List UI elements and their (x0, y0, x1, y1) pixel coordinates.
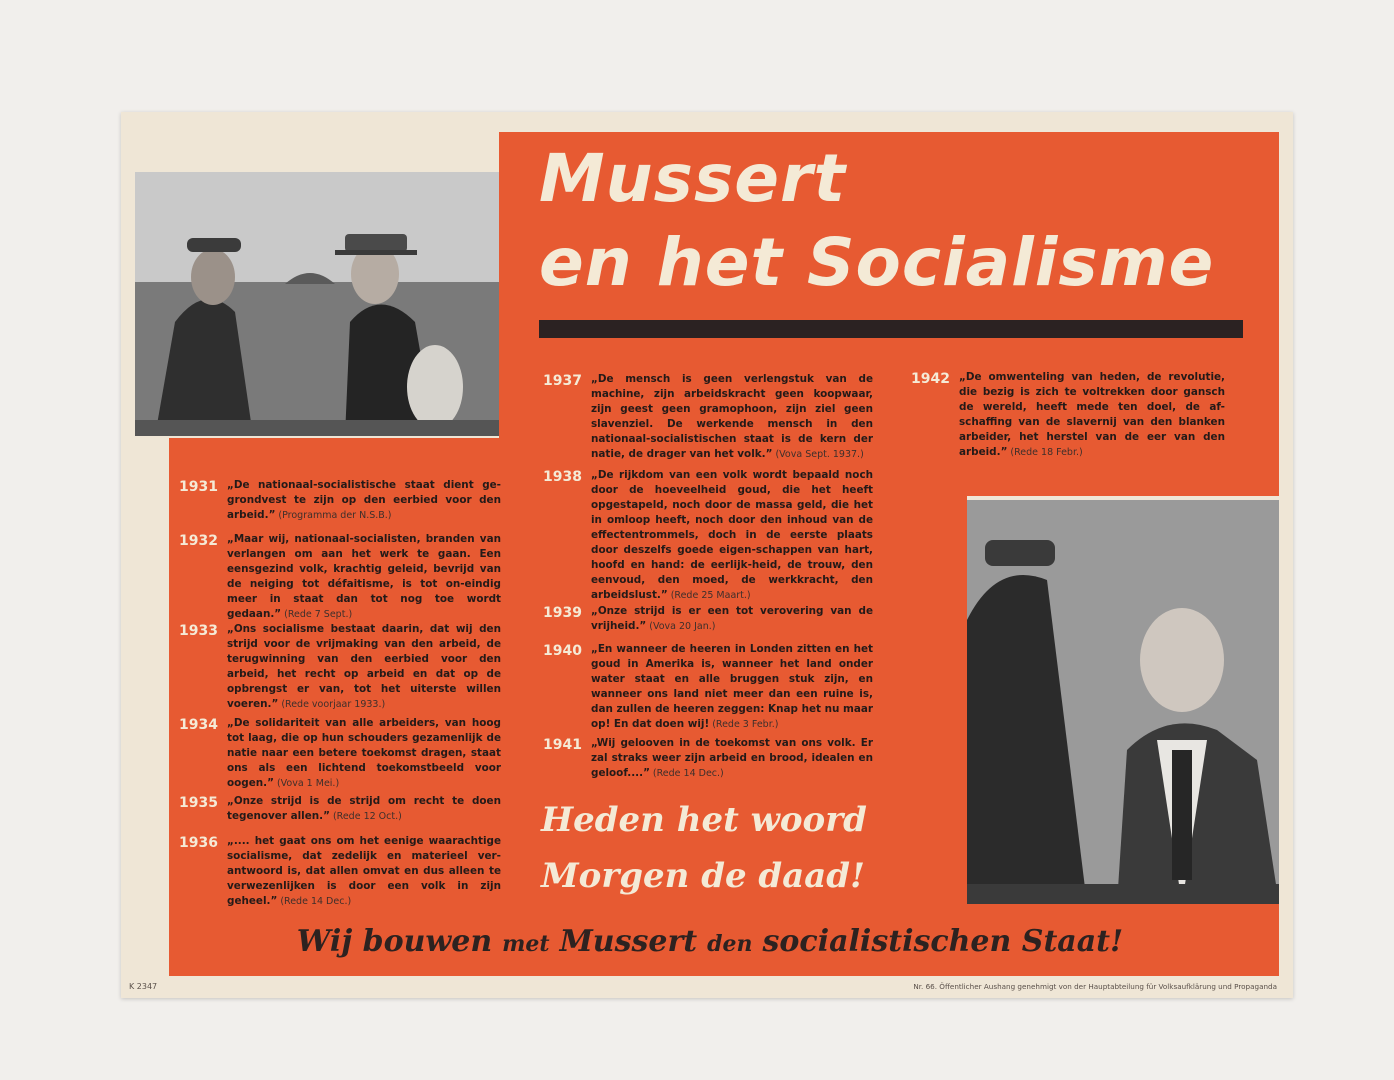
entry-year: 1932 (179, 533, 218, 549)
entry-quote: „De omwenteling van heden, de revolutie, die bezig is zich te voltrekken door gansch de wereld, heeft mede ten doel, de af-schaffing van de slavernij van den blanken arbeider, het herstel van de eer van den arbeid.” (Rede 18 Febr.) (959, 371, 1225, 458)
entry-quote: „Wij gelooven in de toekomst van ons volk. Er zal straks weer zijn arbeid en brood, idealen en geloof....” (Rede 14 Dec.) (591, 737, 873, 779)
entry-1939 (543, 604, 873, 634)
approval-note: Nr. 66. Öffentlicher Aushang genehmigt von der Hauptabteilung für Volksaufklärung und Propaganda (913, 982, 1277, 991)
entry-year: 1931 (179, 479, 218, 495)
entry-year: 1935 (179, 795, 218, 811)
entry-quote: „.... het gaat ons om het eenige waarachtige socialisme, dat zedelijk en materieel ver-antwoord is, dat allen omvat en dus alleen te verwezenlijken is door een volk in zijn geheel.” (Rede 14 Dec.) (227, 835, 501, 907)
entry-1941 (543, 736, 873, 781)
poster-title-line1: Mussert (539, 140, 847, 217)
entry-year: 1939 (543, 605, 582, 621)
entry-year: 1941 (543, 737, 582, 753)
entry-1936 (179, 834, 501, 909)
bottom-slogan-part: met (502, 931, 550, 957)
entry-1931 (179, 478, 501, 523)
photo-worker-and-mussert (135, 172, 499, 436)
entry-1938 (543, 468, 873, 603)
entry-year: 1942 (911, 371, 950, 387)
entry-quote: „En wanneer de heeren in Londen zitten en het goud in Amerika is, wanneer het land onder water staat en alle bruggen stuk zijn, en wanneer ons land niet meer dan een ruine is, dan zullen de heeren zeggen: Knap het nu maar op! En dat doen wij! (Rede 3 Febr.) (591, 643, 873, 730)
entry-quote: „De solidariteit van alle arbeiders, van hoog tot laag, die op hun schouders gezamenlijk de natie naar een betere toekomst dragen, staat ons als een lichtend toekomstbeeld voor oogen.” (Vova 1 Mei.) (227, 717, 501, 789)
entry-quote: „Ons socialisme bestaat daarin, dat wij den strijd voor de vrijmaking van den arbeid, de terugwinning van den eerbied voor den arbeid, het recht op arbeid en dat op de opbrengst er van, tot het uiterste willen voeren.” (Rede voorjaar 1933.) (227, 623, 501, 710)
entry-1942 (911, 370, 1225, 460)
title-underline-bar (539, 320, 1243, 338)
entry-quote: „Maar wij, nationaal-socialisten, branden van verlangen om aan het werk te gaan. Een eensgezind volk, krachtig geleid, bevrijd van de neiging tot défaitisme, is tot on-eindig meer in staat dan tot nog toe wordt gedaan.” (Rede 7 Sept.) (227, 533, 501, 620)
entry-quote: „De rijkdom van een volk wordt bepaald noch door de hoeveelheid goud, die het heeft opgestapeld, noch door de massa geld, die het in omloop heeft, noch door den inhoud van de effectentrommels, doch in de eerste plaats door deszelfs goede eigen-schappen van hart, hoofd en hand: de eerlijk-heid, de trouw, den eenvoud, den moed, de werkkracht, den arbeidslust.” (Rede 25 Maart.) (591, 469, 873, 601)
entry-1940 (543, 642, 873, 732)
bottom-slogan (205, 924, 1215, 970)
entry-quote: „Onze strijd is de strijd om recht te doen tegenover allen.” (Rede 12 Oct.) (227, 795, 501, 822)
entry-year: 1934 (179, 717, 218, 733)
entry-quote: „De nationaal-socialistische staat dient ge-grondvest te zijn op den eerbied voor den arbeid.” (Programma der N.S.B.) (227, 479, 501, 521)
bottom-slogan-part: Mussert (559, 924, 698, 959)
entry-year: 1933 (179, 623, 218, 639)
entry-quote: „Onze strijd is er een tot verovering van de vrijheid.” (Vova 20 Jan.) (591, 605, 873, 632)
poster-title-line2: en het Socialisme (539, 224, 1215, 301)
entry-1934 (179, 716, 501, 791)
entry-quote: „De mensch is geen verlengstuk van de machine, zijn arbeidskracht geen koopwaar, zijn geest geen gramophoon, zijn ziel geen slavenziel. De werkende mensch in den nationaal-socialistischen staat is de kern der natie, de drager van het volk.” (Vova Sept. 1937.) (591, 373, 873, 460)
bottom-slogan-part: Wij bouwen (296, 924, 493, 959)
entry-1932 (179, 532, 501, 622)
entry-year: 1938 (543, 469, 582, 485)
bottom-slogan-part: den (707, 931, 753, 957)
poster (121, 112, 1293, 998)
photo-mussert-laughing (967, 500, 1279, 904)
entry-1935 (179, 794, 501, 824)
entry-1933 (179, 622, 501, 712)
bottom-slogan-part: socialistischen Staat! (762, 924, 1124, 959)
entry-year: 1937 (543, 373, 582, 389)
slogan-line2: Morgen de daad! (541, 856, 865, 896)
entry-year: 1936 (179, 835, 218, 851)
print-code: K 2347 (129, 982, 158, 991)
slogan-line1: Heden het woord (541, 800, 867, 840)
entry-1937 (543, 372, 873, 462)
entry-year: 1940 (543, 643, 582, 659)
